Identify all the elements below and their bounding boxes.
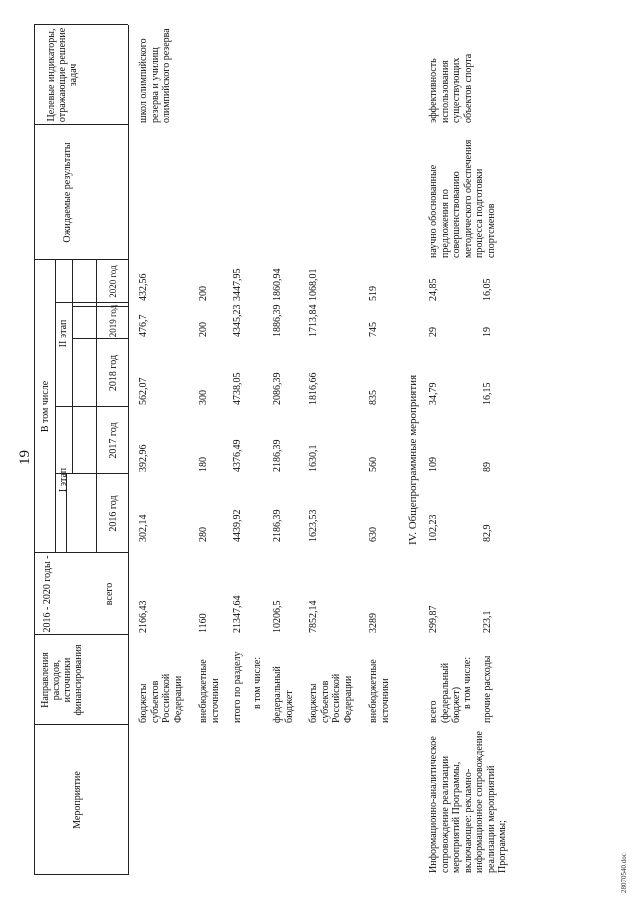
row-y2016: 82,9 <box>482 524 493 542</box>
bottom-result: научно обоснованные предложения по совершенствованию методического обеспечения процесса подготовки спортсменов <box>428 139 497 258</box>
row-y2017: 2186,39 <box>272 439 283 472</box>
header-direction: Направления расходов, источники финансирования <box>40 644 84 716</box>
row-y2019: 29 <box>428 327 439 337</box>
row-direction: внебюджетные источники <box>198 659 221 723</box>
row-y2020: 519 <box>368 286 379 301</box>
row-y2017: 180 <box>198 457 209 472</box>
row-y2019: 1713,84 <box>308 304 319 337</box>
table-top-border <box>34 25 35 875</box>
row-total: 1160 <box>198 613 209 633</box>
header-results: Ожидаемые результаты <box>62 142 73 243</box>
row-y2020: 432,56 <box>138 273 149 301</box>
header-measure: Мероприятие <box>72 771 83 829</box>
row-y2018: 4738,05 <box>232 372 243 405</box>
row-y2017: 89 <box>482 462 493 472</box>
row-total: 7852,14 <box>308 600 319 633</box>
row-direction: прочие расходы <box>482 655 493 723</box>
row-y2020: 3447,95 <box>232 268 243 301</box>
row-y2020: 1068,01 <box>308 268 319 301</box>
header-indicators: Целевые индикаторы, отражающие решение задач <box>46 27 79 123</box>
row-y2020: 1860,94 <box>272 268 283 301</box>
row-y2018: 300 <box>198 390 209 405</box>
row-y2020: 24,85 <box>428 278 439 301</box>
row-y2019: 200 <box>198 322 209 337</box>
row-y2020: 200 <box>198 286 209 301</box>
row-direction: всего (федеральный бюджет) <box>428 662 462 723</box>
row-y2017: 1630,1 <box>308 444 319 472</box>
header-incl: В том числе <box>40 380 51 433</box>
row-direction: федеральный бюджет <box>272 666 295 723</box>
row-y2019: 476,7 <box>138 314 149 337</box>
row-y2016: 280 <box>198 527 209 542</box>
row-total: 299,87 <box>428 605 439 633</box>
header-y2018: 2018 год <box>108 354 119 392</box>
header-stage1: I этап <box>58 467 69 493</box>
row-y2016: 302,14 <box>138 514 149 542</box>
stage-line <box>72 260 73 474</box>
header-y2020: 2020 год <box>108 265 118 298</box>
header-y2017: 2017 год <box>108 422 119 459</box>
table-header-bottom-border <box>128 25 129 875</box>
row-y2018: 16,15 <box>482 382 493 405</box>
row-total: 223,1 <box>482 610 493 633</box>
row-y2018: 562,07 <box>138 377 149 405</box>
row-y2016: 630 <box>368 527 379 542</box>
row-y2018: 835 <box>368 390 379 405</box>
bottom-indicator: эффективность использования существующих объектов спорта <box>428 53 474 123</box>
row-direction: бюджеты субъектов Российской Федерации <box>138 673 184 723</box>
row-y2017: 109 <box>428 457 439 472</box>
header-total: всего <box>104 582 115 606</box>
row-y2017: 392,96 <box>138 444 149 472</box>
row-y2017: 560 <box>368 457 379 472</box>
header-y2019: 2019 год <box>108 304 118 338</box>
page-number: 19 <box>17 450 33 465</box>
row-y2019: 19 <box>482 327 493 337</box>
row-direction: в том числе: <box>462 656 473 709</box>
row-direction: бюджеты субъектов Российской Федерации <box>308 673 354 723</box>
row-total: 2166,43 <box>138 600 149 633</box>
row-y2018: 1816,66 <box>308 372 319 405</box>
row-y2019: 4345,23 <box>232 304 243 337</box>
row-y2016: 102,23 <box>428 514 439 542</box>
row-y2016: 2186,39 <box>272 509 283 542</box>
section-title: IV. Общепрограммные мероприятия <box>407 374 419 545</box>
top-indicator: школ олимпийского резерва и училищ олимпийского резерва <box>138 28 172 123</box>
row-total: 21347,64 <box>232 595 243 633</box>
measure-bottom: Информационно-аналитическое сопровождение реализации мероприятий Программы, включающее: рекламно-информационное сопровождение реализации мероприятий Программы; <box>428 731 508 873</box>
row-direction: внебюджетные источники <box>368 659 391 723</box>
row-y2020: 16,05 <box>482 278 493 301</box>
row-y2019: 745 <box>368 322 379 337</box>
col-divider-2019 <box>72 338 128 339</box>
row-direction: в том числе: <box>252 656 263 709</box>
row-y2016: 1623,53 <box>308 509 319 542</box>
row-y2018: 2086,39 <box>272 372 283 405</box>
header-y2016: 2016 год <box>108 495 119 532</box>
row-total: 3289 <box>368 613 379 633</box>
document-id: 28070540.doc <box>620 853 628 893</box>
header-stage2: II этап <box>58 319 69 348</box>
row-y2019: 1886,39 <box>272 304 283 337</box>
col-divider-2020 <box>72 306 128 307</box>
row-y2016: 4439,92 <box>232 509 243 542</box>
row-direction: итого по разделу <box>232 651 243 723</box>
header-total-group: 2016 - 2020 годы - <box>42 555 53 633</box>
row-y2017: 4376,49 <box>232 439 243 472</box>
row-total: 10206,5 <box>272 600 283 633</box>
row-y2018: 34,79 <box>428 382 439 405</box>
